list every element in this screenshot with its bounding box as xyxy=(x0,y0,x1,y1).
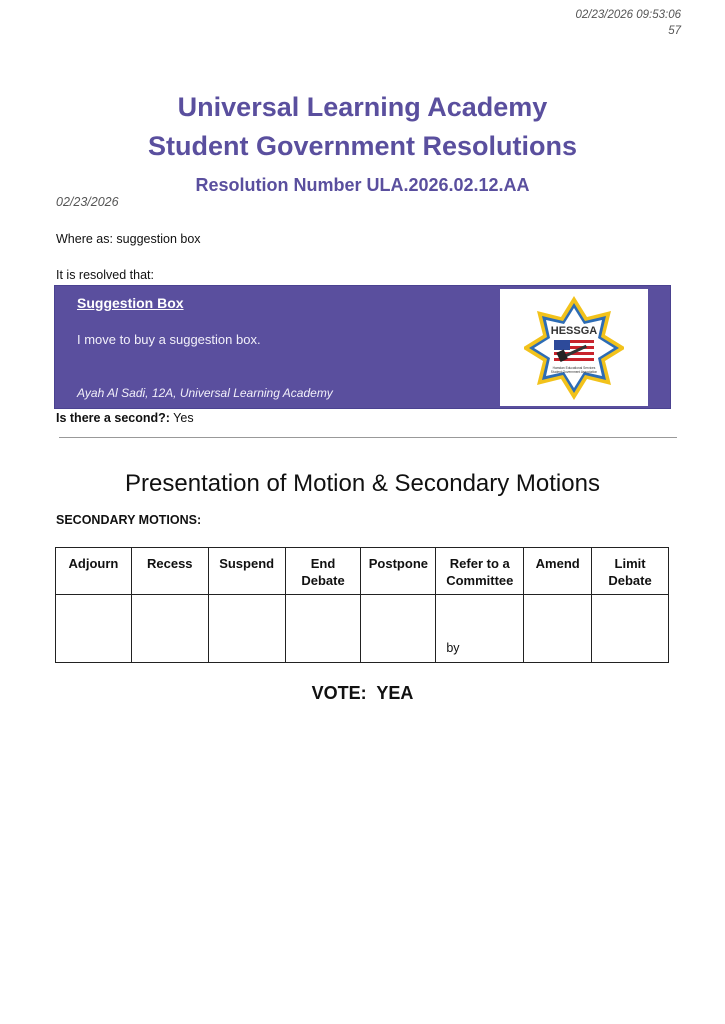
print-stamp xyxy=(575,7,681,39)
hessga-logo xyxy=(500,289,648,406)
second-value: Yes xyxy=(169,411,194,425)
document-title-block xyxy=(0,88,725,202)
cell-amend xyxy=(524,595,592,663)
section-title: Presentation of Motion & Secondary Motions xyxy=(125,470,600,497)
resolution-body: I move to buy a suggestion box. xyxy=(77,332,261,347)
cell-adjourn xyxy=(56,595,132,663)
second-label: Is there a second?: xyxy=(56,411,170,425)
column-header-end-debate: End Debate xyxy=(285,548,361,595)
column-header-refer-to-committee: Refer to a Committee xyxy=(436,548,524,595)
column-header-suspend: Suspend xyxy=(208,548,285,595)
cell-refer-to-committee: by xyxy=(436,595,524,663)
page-number: 57 xyxy=(668,25,681,37)
resolution-title: Suggestion Box xyxy=(77,295,184,311)
document-subtitle: Student Government Resolutions xyxy=(147,131,578,161)
cell-end-debate xyxy=(285,595,361,663)
vote-result: VOTE: YEA xyxy=(311,683,414,703)
column-header-amend: Amend xyxy=(524,548,592,595)
table-row xyxy=(56,595,669,663)
column-header-adjourn: Adjourn xyxy=(56,548,132,595)
resolved-intro: It is resolved that: xyxy=(56,268,154,282)
cell-limit-debate xyxy=(592,595,669,663)
timestamp: 02/23/2026 09:53:06 xyxy=(575,9,681,21)
secondary-motions-label: SECONDARY MOTIONS: xyxy=(56,513,202,527)
resolution-number: Resolution Number ULA.2026.02.12.AA xyxy=(195,175,530,195)
section-divider xyxy=(59,437,677,438)
whereas-clause: Where as: suggestion box xyxy=(56,232,201,246)
svg-text:HESSGA: HESSGA xyxy=(550,324,598,337)
svg-text:Hamdan Educational Services: Hamdan Educational Services xyxy=(552,365,596,370)
cell-recess xyxy=(131,595,208,663)
column-header-recess: Recess xyxy=(131,548,208,595)
second-motion-line xyxy=(56,411,194,425)
column-header-limit-debate: Limit Debate xyxy=(592,548,669,595)
cell-postpone xyxy=(361,595,436,663)
hessga-star-logo-icon xyxy=(524,294,624,402)
cell-suspend xyxy=(208,595,285,663)
school-name: Universal Learning Academy xyxy=(177,92,548,122)
resolution-date: 02/23/2026 xyxy=(56,195,119,209)
column-header-postpone: Postpone xyxy=(361,548,436,595)
resolution-author: Ayah Al Sadi, 12A, Universal Learning Academy xyxy=(77,386,333,400)
resolution-card xyxy=(54,285,671,409)
secondary-motions-table xyxy=(55,547,669,663)
svg-text:Student Government Association: Student Government Association xyxy=(550,369,598,374)
table-header-row xyxy=(56,548,669,595)
